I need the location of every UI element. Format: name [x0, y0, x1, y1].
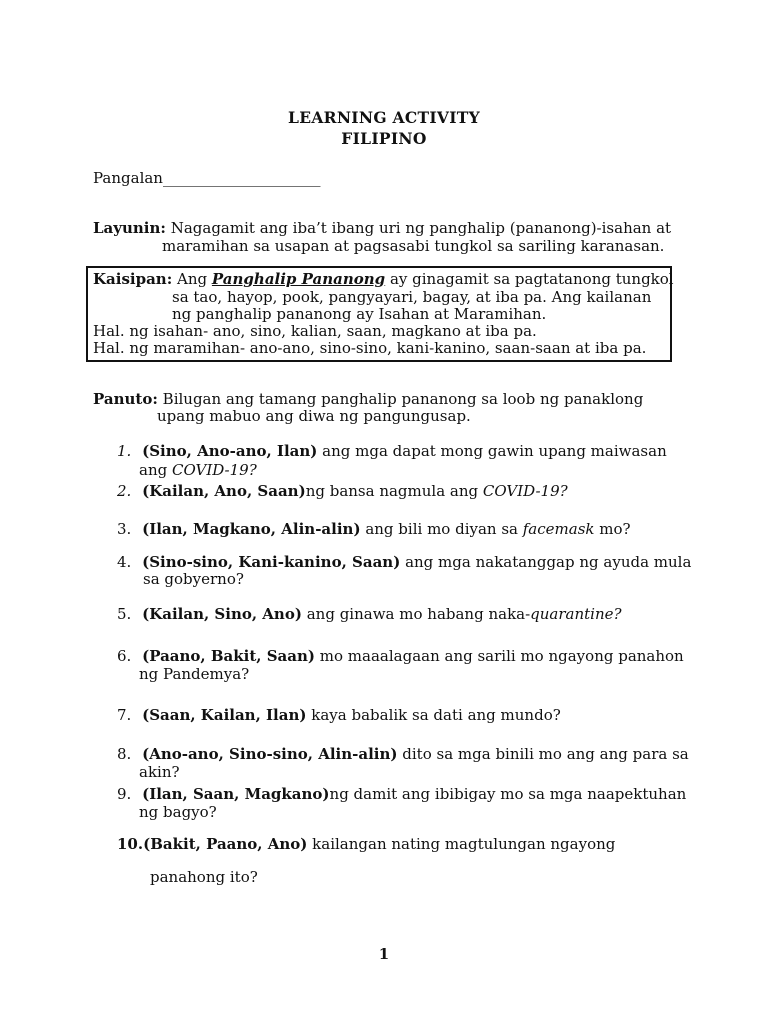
item-number: 9. [117, 785, 132, 803]
kaisipan-line1 [93, 270, 674, 288]
item-continuation: akin? [139, 763, 180, 781]
list-item [117, 553, 691, 571]
item-text: ng bansa nagmula ang [305, 482, 483, 500]
kaisipan-example-isahan: Hal. ng isahan- ano, sino, kalian, saan, magkano at iba pa. [93, 322, 537, 340]
name-field [93, 169, 320, 187]
item-number: 6. [117, 647, 132, 665]
kaisipan-label: Kaisipan: [93, 270, 173, 288]
list-item [117, 647, 684, 665]
layunin-line2: maramihan sa usapan at pagsasabi tungkol sa sariling karanasan. [162, 237, 665, 255]
item-text: mo maaalagaan ang sarili mo ngayong panahon [319, 647, 684, 665]
item-continuation: panahong ito? [150, 868, 258, 886]
panuto-line1 [93, 390, 643, 408]
list-item [117, 835, 615, 853]
item-number: 8. [117, 745, 132, 763]
list-item [117, 785, 686, 803]
item-choices: (Bakit, Paano, Ano) [143, 835, 308, 853]
layunin-text-1: Nagagamit ang iba’t ibang uri ng panghalip (pananong)-isahan at [170, 219, 672, 237]
layunin-label: Layunin: [93, 219, 166, 237]
layunin-line1 [93, 219, 671, 237]
name-blank: _____________________ [162, 169, 321, 187]
item-text-italic: facemask [522, 520, 595, 538]
item-cont-italic: COVID-19? [171, 461, 257, 479]
item-number: 4. [117, 553, 132, 571]
item-text-italic: quarantine? [530, 605, 622, 623]
item-choices: (Sino, Ano-ano, Ilan) [142, 442, 318, 460]
item-cont-text: ang [139, 461, 172, 479]
item-text-after: mo? [594, 520, 631, 538]
kaisipan-text-1: ay ginagamit sa pagtatanong tungkol [389, 270, 674, 288]
list-item [117, 520, 631, 538]
item-number: 1. [117, 442, 132, 460]
item-number: 2. [117, 482, 132, 500]
item-choices: (Kailan, Ano, Saan) [142, 482, 306, 500]
panuto-line2: upang mabuo ang diwa ng pangungusap. [157, 407, 471, 425]
name-label: Pangalan [93, 169, 163, 187]
kaisipan-example-maramihan: Hal. ng maramihan- ano-ano, sino-sino, kani-kanino, saan-saan at iba pa. [93, 339, 647, 357]
kaisipan-line3: ng panghalip pananong ay Isahan at Maramihan. [172, 305, 547, 323]
item-text: ang mga nakatanggap ng ayuda mula [405, 553, 692, 571]
kaisipan-term: Panghalip Pananong [211, 270, 386, 288]
page-number: 1 [378, 945, 390, 963]
panuto-label: Panuto: [93, 390, 158, 408]
list-item [117, 442, 667, 460]
list-item [117, 605, 622, 623]
item-choices: (Ilan, Saan, Magkano) [142, 785, 330, 803]
list-item [117, 745, 689, 763]
item-text: kailangan nating magtulungan ngayong [312, 835, 616, 853]
item-number: 3. [117, 520, 132, 538]
item-text: dito sa mga binili mo ang ang para sa [402, 745, 689, 763]
item-text: kaya babalik sa dati ang mundo? [311, 706, 561, 724]
item-choices: (Kailan, Sino, Ano) [142, 605, 302, 623]
item-text: ang ginawa mo habang naka- [306, 605, 531, 623]
item-choices: (Sino-sino, Kani-kanino, Saan) [142, 553, 401, 571]
page-subtitle: FILIPINO [341, 129, 427, 148]
item-continuation: sa gobyerno? [143, 570, 244, 588]
item-choices: (Ano-ano, Sino-sino, Alin-alin) [142, 745, 398, 763]
panuto-text-1: Bilugan ang tamang panghalip pananong sa loob ng panaklong [162, 390, 644, 408]
list-item [117, 706, 561, 724]
item-choices: (Paano, Bakit, Saan) [142, 647, 315, 665]
item-continuation: ng Pandemya? [139, 665, 250, 683]
kaisipan-line2: sa tao, hayop, pook, pangyayari, bagay, at iba pa. Ang kailanan [172, 288, 652, 306]
item-choices: (Saan, Kailan, Ilan) [142, 706, 307, 724]
item-continuation [139, 461, 257, 479]
item-text: ng damit ang ibibigay mo sa mga naapektuhan [329, 785, 687, 803]
list-item [117, 482, 568, 500]
item-text-italic: COVID-19? [482, 482, 568, 500]
item-text: ang mga dapat mong gawin upang maiwasan [322, 442, 667, 460]
item-text: ang bili mo diyan sa [365, 520, 523, 538]
page-title: LEARNING ACTIVITY [288, 108, 480, 127]
item-continuation: ng bagyo? [139, 803, 217, 821]
kaisipan-ang: Ang [177, 270, 208, 288]
item-number: 7. [117, 706, 132, 724]
item-choices: (Ilan, Magkano, Alin-alin) [142, 520, 361, 538]
item-number: 10. [117, 835, 144, 853]
item-number: 5. [117, 605, 132, 623]
